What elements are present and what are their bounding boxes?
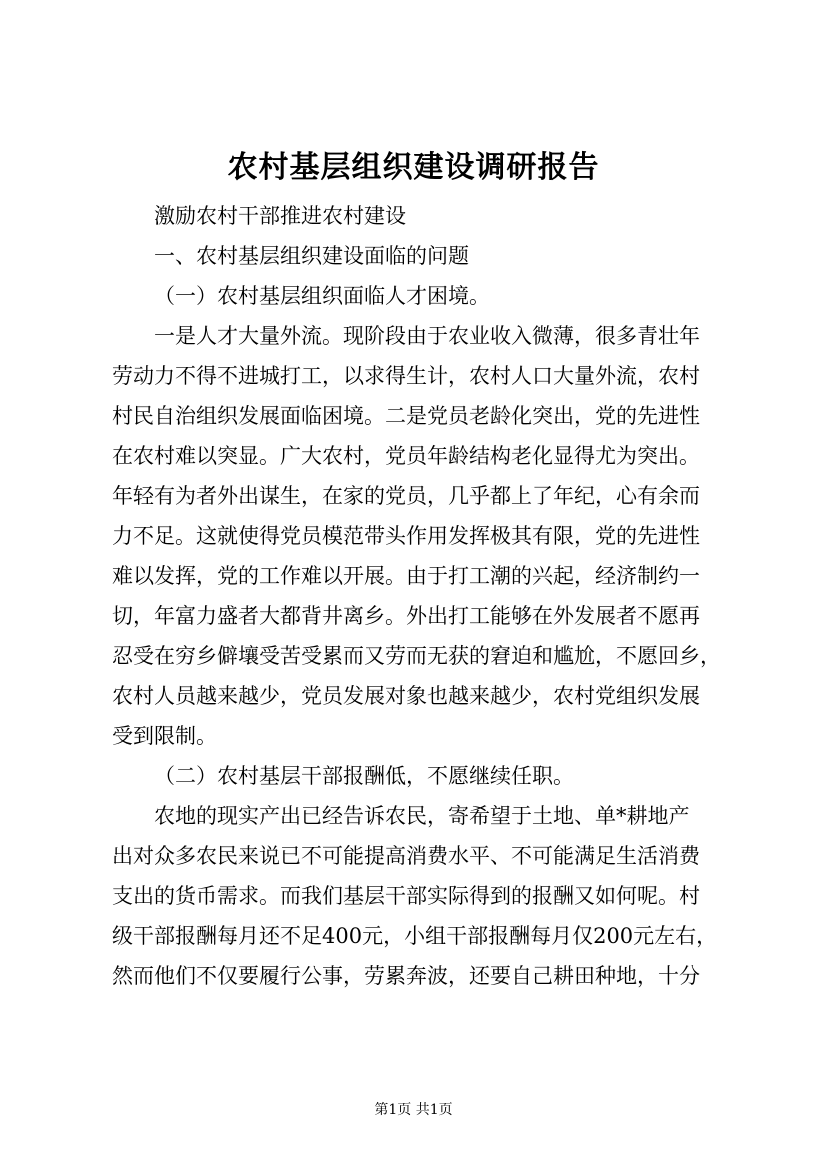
document-title: 农村基层组织建设调研报告 [227, 150, 600, 185]
text-line: 切，年富力盛者大都背井离乡。外出打工能够在外发展者不愿再 [112, 604, 700, 628]
document-body [112, 196, 730, 996]
text-line: 出对众多农民来说已不可能提高消费水平、不可能满足生活消费 [112, 844, 700, 868]
text-line: 级干部报酬每月还不足400元，小组干部报酬每月仅200元左右， [112, 924, 718, 948]
text-line: 力不足。这就使得党员模范带头作用发挥极其有限，党的先进性 [112, 524, 700, 548]
text-line: 村民自治组织发展面临困境。二是党员老龄化突出，党的先进性 [112, 404, 700, 428]
text-line: 年轻有为者外出谋生，在家的党员，几乎都上了年纪，心有余而 [112, 484, 700, 508]
text-line: 然而他们不仅要履行公事，劳累奔波，还要自己耕田种地，十分 [112, 964, 700, 988]
text-line: 农地的现实产出已经告诉农民，寄希望于土地、单*耕地产 [154, 804, 690, 828]
text-line: 激励农村干部推进农村建设 [154, 204, 406, 228]
text-line: 在农村难以突显。广大农村，党员年龄结构老化显得尤为突出。 [112, 444, 700, 468]
page-footer: 第1页 共1页 [374, 1102, 453, 1118]
text-line: 农村人员越来越少，党员发展对象也越来越少，农村党组织发展 [112, 684, 700, 708]
text-line: 难以发挥，党的工作难以开展。由于打工潮的兴起，经济制约一 [112, 564, 700, 588]
text-line: 受到限制。 [112, 724, 217, 748]
text-line: 劳动力不得不进城打工，以求得生计，农村人口大量外流，农村 [112, 364, 700, 388]
text-line: 一是人才大量外流。现阶段由于农业收入微薄，很多青壮年 [154, 324, 700, 348]
text-line: （二）农村基层干部报酬低，不愿继续任职。 [154, 764, 574, 788]
text-line: （一）农村基层组织面临人才困境。 [154, 284, 490, 308]
text-line: 忍受在穷乡僻壤受苦受累而又劳而无获的窘迫和尴尬，不愿回乡， [112, 644, 721, 668]
text-line: 支出的货币需求。而我们基层干部实际得到的报酬又如何呢。村 [112, 884, 700, 908]
text-line: 一、农村基层组织建设面临的问题 [154, 244, 469, 268]
